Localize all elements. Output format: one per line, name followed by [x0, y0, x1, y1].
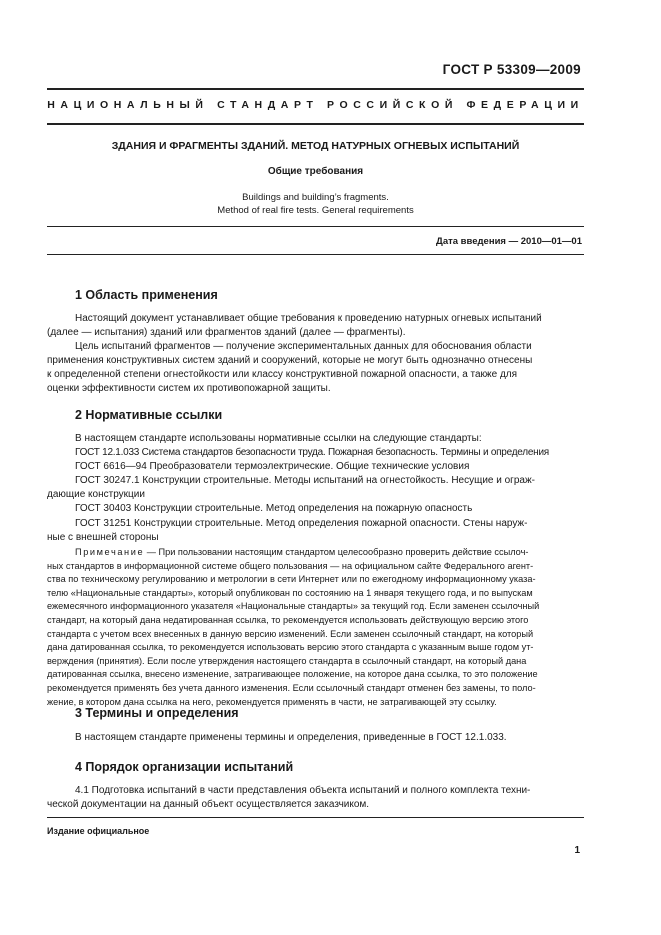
reference-item-continuation: ные с внешней стороны [47, 531, 159, 543]
page-number: 1 [574, 845, 580, 856]
footer-rule [47, 817, 584, 818]
english-title [47, 191, 584, 217]
section-2-heading: 2 Нормативные ссылки [75, 408, 223, 422]
banner-rule [47, 123, 584, 125]
document-title: ЗДАНИЯ И ФРАГМЕНТЫ ЗДАНИЙ. МЕТОД НАТУРНЫХ ОГНЕВЫХ ИСПЫТАНИЙ [111, 140, 520, 152]
introduction-date: Дата введения — 2010—01—01 [436, 236, 582, 247]
english-title-line: Method of real fire tests. General requirements [217, 205, 414, 216]
section-3-paragraph: В настоящем стандарте применены термины и определения, приведенные в ГОСТ 12.1.033. [75, 732, 507, 743]
references-intro: В настоящем стандарте использованы нормативные ссылки на следующие стандарты: [75, 433, 482, 444]
reference-item: ГОСТ 6616—94 Преобразователи термоэлектрические. Общие технические условия [75, 461, 470, 473]
reference-item: ГОСТ 30247.1 Конструкции строительные. Методы испытаний на огнестойкость. Несущие и ограж- [75, 475, 535, 487]
title-rule [47, 226, 584, 227]
section-3-heading: 3 Термины и определения [75, 706, 239, 720]
normative-references [47, 432, 583, 545]
reference-item: ГОСТ 30403 Конструкции строительные. Метод определения на пожарную опасность [75, 503, 473, 515]
official-edition-label: Издание официальное [47, 826, 150, 836]
top-rule [47, 88, 584, 90]
section-1-heading: 1 Область применения [75, 288, 218, 302]
national-standard-banner: НАЦИОНАЛЬНЫЙ СТАНДАРТ РОССИЙСКОЙ ФЕДЕРАЦИИ [47, 99, 584, 111]
reference-item: ГОСТ 12.1.033 Система стандартов безопасности труда. Пожарная безопасность. Термины и определения [75, 447, 549, 459]
section-4-heading: 4 Порядок организации испытаний [75, 760, 294, 774]
references-note: Примечание — При пользовании настоящим стандартом целесообразно проверить действие ссылоч- ных стандартов в информационной системе общего пользования — на официальном сайте Федерального агент- ства по техническому регулированию и метрологии в сети Интернет или по ежегодному информационному указа- телю «Национальные стандарты», который опубликован по состоянию на 1 января текущего года, и по выпускам ежемесячного информационного указателя «Национальные стандарты» за текущий год. Если заменен ссылочный стандарт, на который дана недатированная ссылка, то рекомендуется использовать действующую версию этого стандарта с учетом всех внесенных в данную версию изменений. Если заменен ссылочный стандарт, на который дана датированная ссылка, то рекомендуется использовать версию этого стандарта с указанным выше годом ут- верждения (принятия). Если после утверждения настоящего стандарта в ссылочный стандарт, на который дана датированная ссылка, внесено изменение, затрагивающее положение, на которое дана ссылка, то это положение рекомендуется применять без учета данного изменения. Если ссылочный стандарт отменен без замены, то поло- жение, в котором дана ссылка на него, рекомендуется применять в части, не затрагивающей эту ссылку. [47, 547, 540, 707]
date-rule [47, 254, 584, 255]
section-1-paragraph-1: Настоящий документ устанавливает общие требования к проведению натурных огневых испытаний (далее — испытания) зданий или фрагментов зданий (далее — фрагменты). [47, 313, 542, 339]
english-title-line: Buildings and building’s fragments. [242, 192, 389, 203]
reference-item-continuation: дающие конструкции [47, 489, 145, 501]
section-1-paragraph-2: Цель испытаний фрагментов — получение экспериментальных данных для обоснования области применения конструктивных систем зданий и сооружений, которые не могут быть однозначно отнесены к определенной степени огнестойкости или классу конструктивной пожарной опасности, а также для оценки эффективности систем их противопожарной защиты. [47, 341, 533, 395]
document-subtitle: Общие требования [267, 166, 364, 177]
reference-item: ГОСТ 31251 Конструкции строительные. Метод определения пожарной опасности. Стены наруж- [75, 517, 528, 529]
document-code: ГОСТ Р 53309—2009 [442, 62, 581, 77]
note-label: Примечание [75, 547, 145, 557]
section-4-paragraph: 4.1 Подготовка испытаний в части представления объекта испытаний и полного комплекта техни- ческой документации на данный объект осуществляется заказчиком. [47, 785, 531, 811]
